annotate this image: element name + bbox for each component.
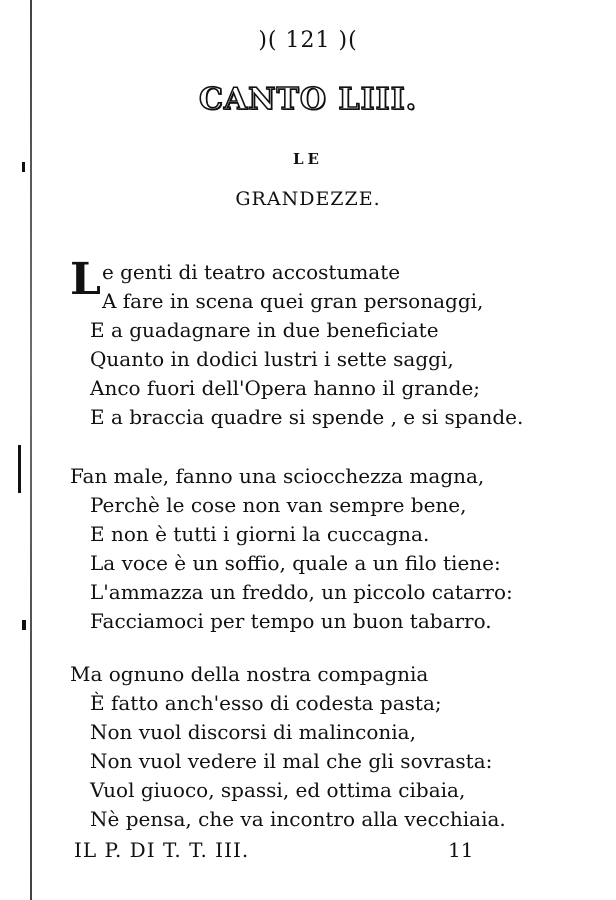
margin-mark (18, 445, 21, 493)
verse-line: Facciamoci per tempo un buon tabarro. (90, 609, 492, 633)
page-margin-edge (30, 0, 32, 900)
stanza-3 (70, 660, 550, 834)
verse-line: Anco fuori dell'Opera hanno il grande; (90, 376, 481, 400)
verse-line: Non vuol discorsi di malinconia, (90, 720, 416, 744)
canto-title: CANTO LIII. (198, 82, 418, 117)
verse-line: Perchè le cose non van sempre bene, (90, 493, 467, 517)
sheet-number: 11 (448, 838, 474, 862)
verse-line: E non è tutti i giorni la cuccagna. (90, 522, 430, 546)
title-article: LE (293, 150, 323, 168)
signature-mark: IL P. DI T. T. III. (74, 838, 250, 862)
verse-line: È fatto anch'esso di codesta pasta; (90, 691, 442, 715)
verse-line: Le genti di teatro accostumate (70, 254, 401, 305)
verse-line: Fan male, fanno una sciocchezza magna, (70, 464, 485, 488)
stanza-2 (70, 462, 550, 636)
verse-line: A fare in scena quei gran personaggi, (101, 289, 484, 313)
verse-line: Nè pensa, che va incontro alla vecchiaia. (90, 807, 506, 831)
verse-line: La voce è un soffio, quale a un filo tiene: (90, 551, 501, 575)
verse-line: Non vuol vedere il mal che gli sovrasta: (90, 749, 493, 773)
verse-line: L'ammazza un freddo, un piccolo catarro: (90, 580, 513, 604)
stanza-1 (70, 254, 550, 432)
margin-mark (22, 620, 26, 630)
verse-line: E a guadagnare in due beneficiate (90, 318, 439, 342)
drop-cap: L (70, 254, 101, 305)
verse-line: E a braccia quadre si spende , e si spande. (90, 405, 524, 429)
poem-title: GRANDEZZE. (235, 188, 381, 210)
verse-line: Ma ognuno della nostra compagnia (70, 662, 429, 686)
verse-line: Vuol giuoco, spassi, ed ottima cibaia, (90, 778, 466, 802)
page-number: )( 121 )( (258, 28, 358, 53)
verse-line: Quanto in dodici lustri i sette saggi, (90, 347, 454, 371)
